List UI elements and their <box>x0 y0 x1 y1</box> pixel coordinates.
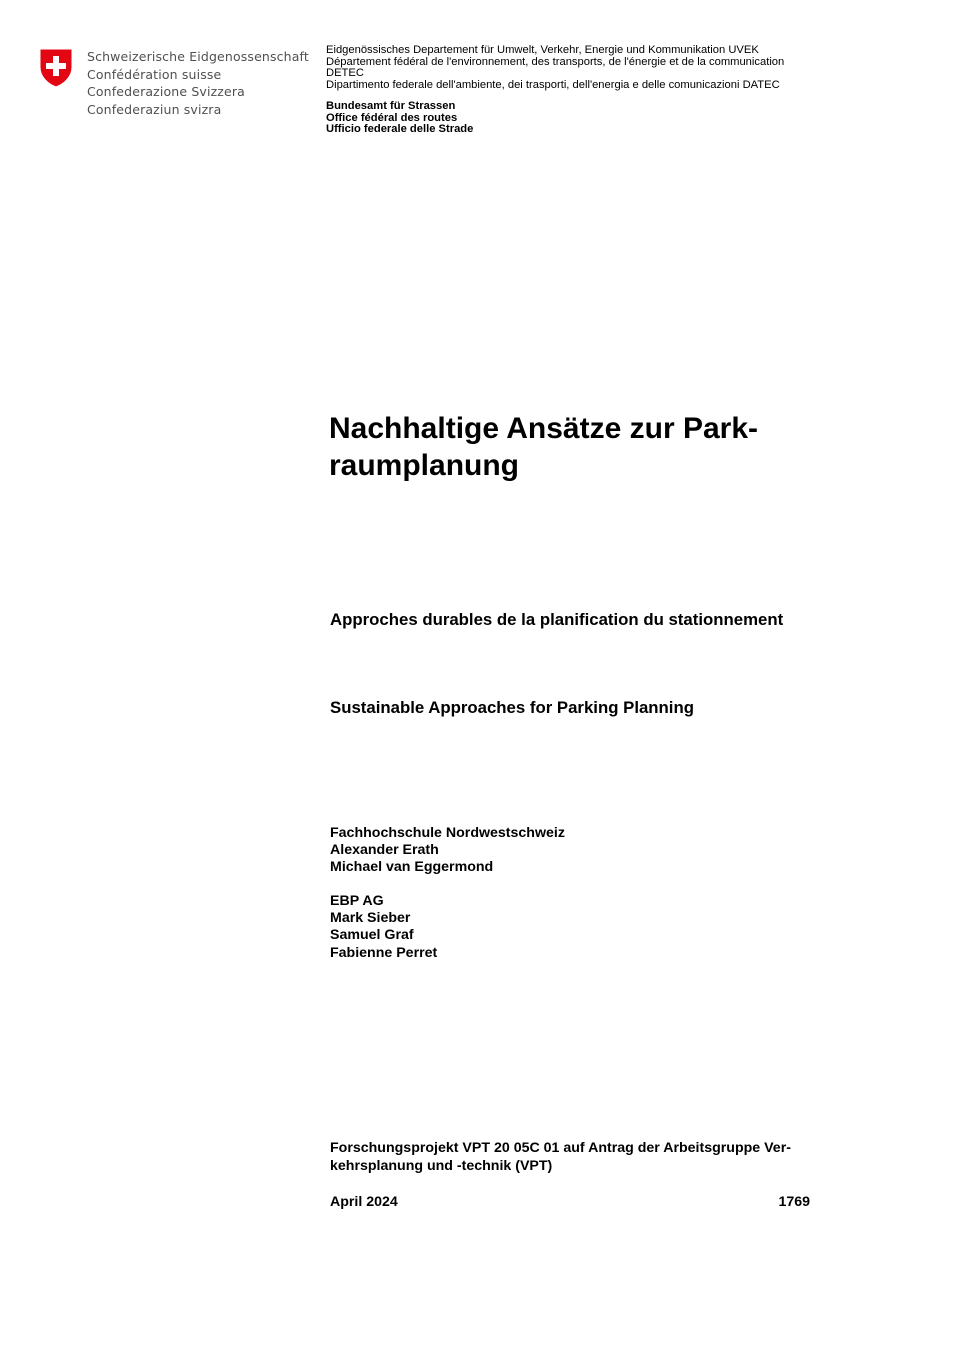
author-group-ebp <box>330 893 437 962</box>
main-title-line-1: Nachhaltige Ansätze zur Park- <box>329 412 759 445</box>
office-line-de: Bundesamt für Strassen <box>326 100 456 112</box>
office-header <box>326 101 473 136</box>
institution-name: Fachhochschule Nordwestschweiz <box>330 825 565 841</box>
logo-line-it: Confederazione Svizzera <box>87 84 245 99</box>
office-line-fr: Office fédéral des routes <box>326 111 458 124</box>
author-name: Samuel Graf <box>330 927 414 944</box>
title-english: Sustainable Approaches for Parking Planning <box>330 698 694 717</box>
project-line-1: Forschungsprojekt VPT 20 05C 01 auf Antrag der Arbeitsgruppe Ver- <box>330 1140 791 1156</box>
department-line-it: Dipartimento federale dell'ambiente, dei trasporti, dell'energia e delle comunicazioni DATEC <box>326 79 780 92</box>
author-name: Mark Sieber <box>330 910 411 927</box>
author-group-fhnw <box>330 825 565 877</box>
title-french: Approches durables de la planification du stationnement <box>330 610 784 629</box>
department-line-fr: Département fédéral de l'environnement, des transports, de l'énergie et de la communication <box>326 55 785 68</box>
author-name: Michael van Eggermond <box>330 859 494 876</box>
report-number: 1769 <box>778 1194 810 1210</box>
logo-line-de: Schweizerische Eidgenossenschaft <box>87 49 309 64</box>
logo-line-fr: Confédération suisse <box>87 66 222 82</box>
department-line-de: Eidgenössisches Departement für Umwelt, Verkehr, Energie und Kommunikation UVEK <box>326 44 759 56</box>
publication-date: April 2024 <box>330 1194 398 1210</box>
swiss-shield-logo <box>38 47 74 89</box>
main-title-line-2: raumplanung <box>329 449 520 482</box>
author-name: Alexander Erath <box>330 842 439 859</box>
author-name: Fabienne Perret <box>330 944 438 961</box>
office-line-it: Ufficio federale delle Strade <box>326 123 474 136</box>
department-header <box>326 45 846 92</box>
project-description <box>330 1140 820 1175</box>
project-line-2: kehrsplanung und -technik (VPT) <box>330 1157 553 1174</box>
confederation-name-block <box>87 48 309 118</box>
main-title <box>329 410 849 484</box>
institution-name: EBP AG <box>330 893 384 909</box>
department-line-fr-abbr: DETEC <box>326 67 364 80</box>
logo-line-rm: Confederaziun svizra <box>87 101 222 117</box>
